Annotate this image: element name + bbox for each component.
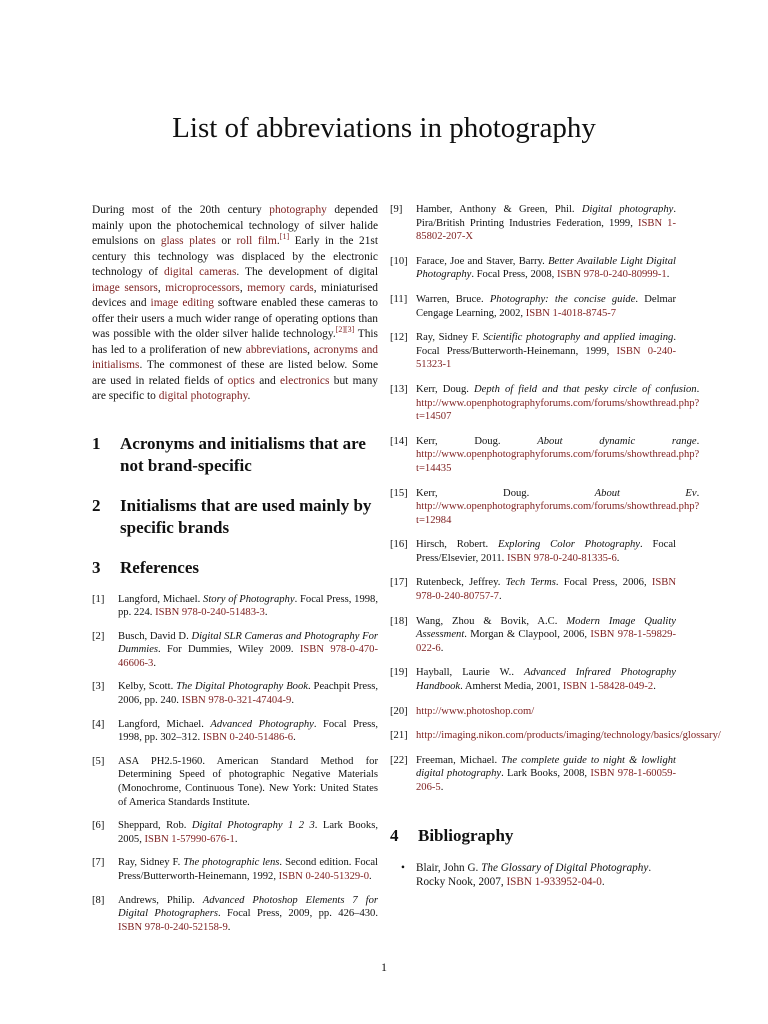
reference-title: Depth of field and that pesky circle of confusion <box>473 383 697 395</box>
reference-number: [4] <box>92 718 105 730</box>
section-title: Initialisms that are used mainly by specific brands <box>120 495 372 537</box>
reference-item <box>390 666 676 693</box>
reference-author: Farace, Joe and Staver, Barry. <box>416 255 549 267</box>
intro-text: and <box>254 374 281 387</box>
reference-item <box>390 383 700 424</box>
page-number: 1 <box>381 960 387 974</box>
reference-body <box>416 435 699 476</box>
reference-punct: . <box>616 552 620 564</box>
reference-link[interactable]: http://imaging.nikon.com/products/imaging/technology/basics/glossary/ <box>416 730 721 742</box>
punct: . <box>601 876 605 889</box>
reference-item <box>390 435 700 476</box>
reference-publisher: . Focal Press, 2008, <box>471 269 557 281</box>
reference-link[interactable]: ISBN 978-1-60059-206-5 <box>416 768 676 793</box>
reference-body <box>416 538 676 565</box>
reference-author: Wang, Zhou & Bovik, A.C. <box>416 615 567 627</box>
reference-link[interactable]: ISBN 0-240-51323-1 <box>416 345 676 371</box>
reference-title: Digital Photography 1 2 3 <box>191 820 315 832</box>
reference-title: Advanced Infrared Photography Handbook <box>416 667 676 693</box>
reference-title: The complete guide to night & lowlight digital photography <box>416 754 676 780</box>
reference-link[interactable]: ISBN 978-0-240-81335-6 <box>506 552 617 564</box>
reference-item <box>92 856 378 883</box>
reference-body <box>416 383 699 424</box>
page-title: List of abbreviations in photography <box>172 112 596 144</box>
reference-author: Kerr, Doug. <box>416 487 595 499</box>
reference-link[interactable]: ISBN 978-0-240-80757-7 <box>416 577 676 603</box>
reference-punct: . <box>291 695 294 707</box>
reference-title: The photographic lens <box>183 857 280 869</box>
intro-paragraph: During most of the 20th century photography depended mainly upon the photochemical technology of silver halide emulsions on glass plates or roll film.[1] Early in the 21st century this technology was displaced by the electronic technology of digital cameras. The development of digital image sensors, microprocessors, memory cards, miniaturised devices and image editing software enabled these cameras to offer their users a much wider range of operating options than was possible with the older silver halide technology.[2][3] This has led to a proliferation of new abbreviations, acronyms and initialisms. The commonest of these are listed below. Some are used in related fields of optics and electronics but many are specific to digital photography. <box>92 204 379 402</box>
reference-body <box>416 615 676 656</box>
reference-number: [19] <box>390 667 408 679</box>
reference-body <box>416 705 676 719</box>
reference-publisher: . <box>696 383 700 395</box>
reference-author: Hirsch, Robert. <box>416 539 498 551</box>
reference-publisher: . Focal Press, 1998, pp. 302–312. <box>118 718 378 744</box>
reference-body <box>118 680 378 707</box>
reference-number: [22] <box>390 754 408 766</box>
work-title: The Glossary of Digital Photography <box>481 861 649 874</box>
reference-author: Busch, David D. <box>118 630 192 642</box>
reference-body <box>118 593 378 620</box>
reference-number: [13] <box>390 383 408 395</box>
reference-number: [1] <box>92 593 105 605</box>
reference-number: [7] <box>92 857 105 869</box>
reference-number: [5] <box>92 755 105 767</box>
reference-link[interactable]: ISBN 1-58428-049-2 <box>562 681 654 693</box>
reference-author: Kelby, Scott. <box>118 681 177 693</box>
reference-publisher: . Focal Press/Elsevier, 2011. <box>416 539 677 564</box>
reference-punct: . <box>440 642 444 654</box>
section-number: 2 <box>92 495 101 515</box>
link-acronyms[interactable]: acronyms and initialisms <box>92 343 378 371</box>
intro-text: . The commonest of these are listed below. Some are used in related fields of <box>92 359 378 387</box>
citation-1[interactable]: [1] <box>279 232 290 242</box>
reference-item <box>390 615 676 656</box>
reference-link[interactable]: http://www.openphotographyforums.com/forums/showthread.php?t=14435 <box>416 449 700 474</box>
reference-title: The Digital Photography Book <box>176 681 308 693</box>
intro-text: During most of the 20th century <box>92 204 270 216</box>
reference-item <box>92 819 378 846</box>
reference-number: [21] <box>390 730 408 742</box>
reference-body <box>416 576 676 603</box>
reference-punct: . <box>227 921 231 933</box>
link-digital-cameras[interactable]: digital cameras <box>164 266 237 278</box>
intro-text: software enabled these cameras to offer their users a much wider range of operating options than was possible with the older silver halide technology. <box>92 297 378 340</box>
reference-link[interactable]: ISBN 978-1-59829-022-6 <box>416 629 676 654</box>
link-roll-film[interactable]: roll film <box>236 235 277 247</box>
intro-text: , miniaturised devices and <box>92 281 379 309</box>
link-electronics[interactable]: electronics <box>280 374 330 387</box>
reference-link[interactable]: ISBN 978-0-470-46606-3 <box>118 644 378 669</box>
reference-publisher: . Second edition. Focal Press/Butterworth-Heinemann, 1992, <box>118 857 378 882</box>
reference-item <box>92 755 378 809</box>
reference-title: Digital photography <box>581 204 674 215</box>
reference-title: About Ev <box>594 487 697 499</box>
reference-item <box>390 576 676 603</box>
reference-number: [18] <box>390 615 408 627</box>
left-column <box>92 203 378 934</box>
reference-item <box>390 203 676 244</box>
reference-body <box>118 819 378 846</box>
reference-author: Hayball, Laurie W.. <box>416 667 524 679</box>
reference-link[interactable]: ISBN 1-85802-207-X <box>416 217 676 243</box>
reference-punct: . <box>234 833 238 845</box>
reference-author: Ray, Sidney F. <box>416 332 483 344</box>
reference-title: Modern Image Quality Assessment <box>416 615 676 641</box>
reference-number: [9] <box>390 204 403 215</box>
citation-2-3[interactable]: [2][3] <box>335 325 355 335</box>
reference-body <box>416 729 721 743</box>
reference-item <box>390 293 676 320</box>
reference-number: [2] <box>92 630 105 642</box>
reference-item <box>390 729 721 743</box>
intro-text: Early in the 21st century this technology was displaced by the electronic technology of <box>92 235 378 278</box>
reference-number: [12] <box>390 332 408 344</box>
bibliography-item <box>390 861 676 890</box>
reference-title: Digital SLR Cameras and Photography For Dummies <box>118 630 378 656</box>
reference-link[interactable]: ISBN 1-57990-676-1 <box>144 833 235 845</box>
reference-item <box>390 331 676 372</box>
reference-publisher: . Amherst Media, 2001, <box>460 681 563 693</box>
reference-link[interactable]: ISBN 978-0-240-80999-1 <box>556 269 667 281</box>
reference-body <box>416 203 676 244</box>
reference-number: [15] <box>390 487 408 499</box>
link-image-sensors[interactable]: image sensors <box>92 281 158 294</box>
reference-publisher: . Lark Books, 2005, <box>118 820 378 845</box>
intro-text: , <box>239 281 248 294</box>
reference-author: Langford, Michael. <box>118 593 204 605</box>
reference-link[interactable]: http://www.openphotographyforums.com/forums/showthread.php?t=14507 <box>416 397 700 423</box>
reference-author: Ray, Sidney F. <box>118 857 184 869</box>
reference-item <box>390 255 676 282</box>
reference-number: [8] <box>92 894 105 906</box>
reference-item <box>390 538 676 565</box>
intro-text: . The development of digital <box>236 266 378 278</box>
reference-item <box>92 718 378 745</box>
reference-body <box>416 487 699 528</box>
reference-link[interactable]: ISBN 978-0-240-51483-3 <box>155 607 265 619</box>
reference-body <box>416 666 676 693</box>
reference-number: [3] <box>92 681 105 693</box>
reference-author: ASA PH2.5-1960. American Standard Method for Determining Speed of photographic Negative Materials (Monochrome, Continuous Tone). New York: United States of America Standards Institute. <box>118 755 378 808</box>
reference-item <box>92 680 378 707</box>
reference-title: Scientific photography and applied imaging <box>482 332 674 344</box>
reference-list <box>92 593 378 935</box>
link-digital-photography[interactable]: digital photography <box>158 390 248 402</box>
reference-link[interactable]: http://www.openphotographyforums.com/forums/showthread.php?t=12984 <box>416 501 700 526</box>
section-title: References <box>120 557 199 577</box>
intro-text: . <box>247 390 251 402</box>
reference-punct: . <box>653 681 656 693</box>
reference-body <box>118 894 378 935</box>
author: Blair, John G. <box>416 861 482 874</box>
intro-text: or <box>215 235 237 247</box>
reference-author: Kerr, Doug. <box>416 383 474 395</box>
reference-number: [16] <box>390 539 408 551</box>
reference-author: Andrews, Philip. <box>118 894 203 906</box>
link-memory-cards[interactable]: memory cards <box>247 281 314 294</box>
section-title: Bibliography <box>418 825 514 845</box>
reference-link[interactable]: ISBN 978-0-321-47404-9 <box>181 695 292 707</box>
intro-text: depended mainly upon the photochemical technology of silver halide emulsions on <box>92 204 378 247</box>
reference-punct: . <box>440 782 444 793</box>
reference-title: Photography: the concise guide <box>489 293 636 305</box>
reference-punct: . <box>369 871 372 882</box>
reference-publisher: . Delmar Cengage Learning, 2002, <box>416 293 676 319</box>
reference-publisher: . Focal Press, 2009, pp. 426–430. <box>217 908 378 920</box>
reference-punct: . <box>264 607 268 619</box>
reference-item <box>390 705 676 719</box>
reference-link[interactable]: ISBN 0-240-51329-0 <box>278 871 369 882</box>
reference-punct: . <box>153 657 156 669</box>
link-abbreviations[interactable]: abbreviations <box>245 343 308 356</box>
reference-body <box>118 718 378 745</box>
reference-number: [17] <box>390 577 408 589</box>
reference-title: Story of Photography <box>203 593 295 605</box>
reference-author: Sheppard, Rob. <box>118 820 192 832</box>
reference-author: Rutenbeck, Jeffrey. <box>416 577 506 589</box>
reference-publisher: . Focal Press/Butterworth-Heinemann, 1999, <box>416 332 676 357</box>
reference-item <box>390 754 676 795</box>
intro-text: , <box>157 281 166 294</box>
reference-body <box>416 331 676 372</box>
link-glass-plates[interactable]: glass plates <box>160 235 216 247</box>
section-number: 4 <box>390 825 399 845</box>
reference-author: Warren, Bruce. <box>416 293 490 305</box>
reference-publisher: . Peachpit Press, 2006, pp. 240. <box>118 681 378 707</box>
section-heading <box>390 825 676 847</box>
reference-number: [10] <box>390 255 408 267</box>
bibliography-text <box>416 861 676 890</box>
reference-title: Tech Terms <box>505 577 556 589</box>
reference-publisher: . Lark Books, 2008, <box>501 768 591 780</box>
reference-publisher: . Pira/British Printing Industries Federation, 1999, <box>416 204 676 229</box>
bullet: • <box>401 861 405 874</box>
intro-text: but many are specific to <box>92 374 378 402</box>
reference-body <box>118 755 378 809</box>
publisher: . Rocky Nook, 2007, <box>416 861 652 889</box>
reference-body <box>416 754 676 795</box>
reference-body <box>416 255 676 282</box>
reference-list <box>390 203 721 795</box>
section-heading <box>92 495 378 539</box>
reference-author: Langford, Michael. <box>118 718 211 730</box>
reference-punct: . <box>293 732 296 744</box>
reference-publisher: . Morgan & Claypool, 2006, <box>464 629 591 641</box>
reference-author: Freeman, Michael. <box>416 754 502 766</box>
section-number: 1 <box>92 433 101 453</box>
reference-title: About dynamic range <box>537 435 697 447</box>
section-title: Acronyms and initialisms that are not brand-specific <box>120 433 366 475</box>
reference-body <box>118 856 378 883</box>
section-number: 3 <box>92 557 101 577</box>
link-microprocessors[interactable]: microprocessors <box>165 281 240 294</box>
reference-title: Better Available Light Digital Photography <box>416 255 676 281</box>
reference-link[interactable]: ISBN 0-240-51486-6 <box>202 732 294 744</box>
reference-punct: . <box>666 269 670 281</box>
reference-publisher: . Focal Press, 2006, <box>555 577 652 589</box>
reference-number: [20] <box>390 705 408 717</box>
reference-title: Advanced Photography <box>210 718 314 730</box>
reference-number: [14] <box>390 435 408 447</box>
link-optics[interactable]: optics <box>227 374 255 387</box>
reference-number: [6] <box>92 820 105 832</box>
section-heading <box>92 433 378 477</box>
reference-publisher: . Focal Press, 1998, pp. 224. <box>118 593 378 619</box>
intro-text: , <box>307 343 314 356</box>
section-heading <box>92 557 378 579</box>
link-image-editing[interactable]: image editing <box>150 297 214 309</box>
reference-link[interactable]: http://www.photoshop.com/ <box>416 705 535 717</box>
reference-number: [11] <box>390 293 408 305</box>
right-column <box>390 203 721 890</box>
reference-title: Advanced Photoshop Elements 7 for Digital Photographers <box>118 894 379 920</box>
intro-text: This has led to a proliferation of new <box>92 328 378 356</box>
reference-item <box>92 630 378 671</box>
reference-title: Exploring Color Photography <box>497 539 641 551</box>
reference-body <box>416 293 676 320</box>
reference-publisher: . <box>696 487 700 499</box>
reference-item <box>92 593 378 620</box>
reference-author: Kerr, Doug. <box>416 435 538 447</box>
reference-publisher: . For Dummies, Wiley 2009. <box>158 644 300 656</box>
reference-link[interactable]: ISBN 1-4018-8745-7 <box>525 307 617 319</box>
reference-publisher: . <box>696 435 700 447</box>
link-photography[interactable]: photography <box>269 204 327 216</box>
reference-author: Hamber, Anthony & Green, Phil. <box>416 204 582 215</box>
isbn-link[interactable]: ISBN 1-933952-04-0 <box>506 876 602 889</box>
reference-punct: . <box>498 591 502 603</box>
reference-item <box>92 894 378 935</box>
reference-body <box>118 630 378 671</box>
reference-link[interactable]: ISBN 978-0-240-52158-9 <box>118 921 228 933</box>
reference-item <box>390 487 700 528</box>
